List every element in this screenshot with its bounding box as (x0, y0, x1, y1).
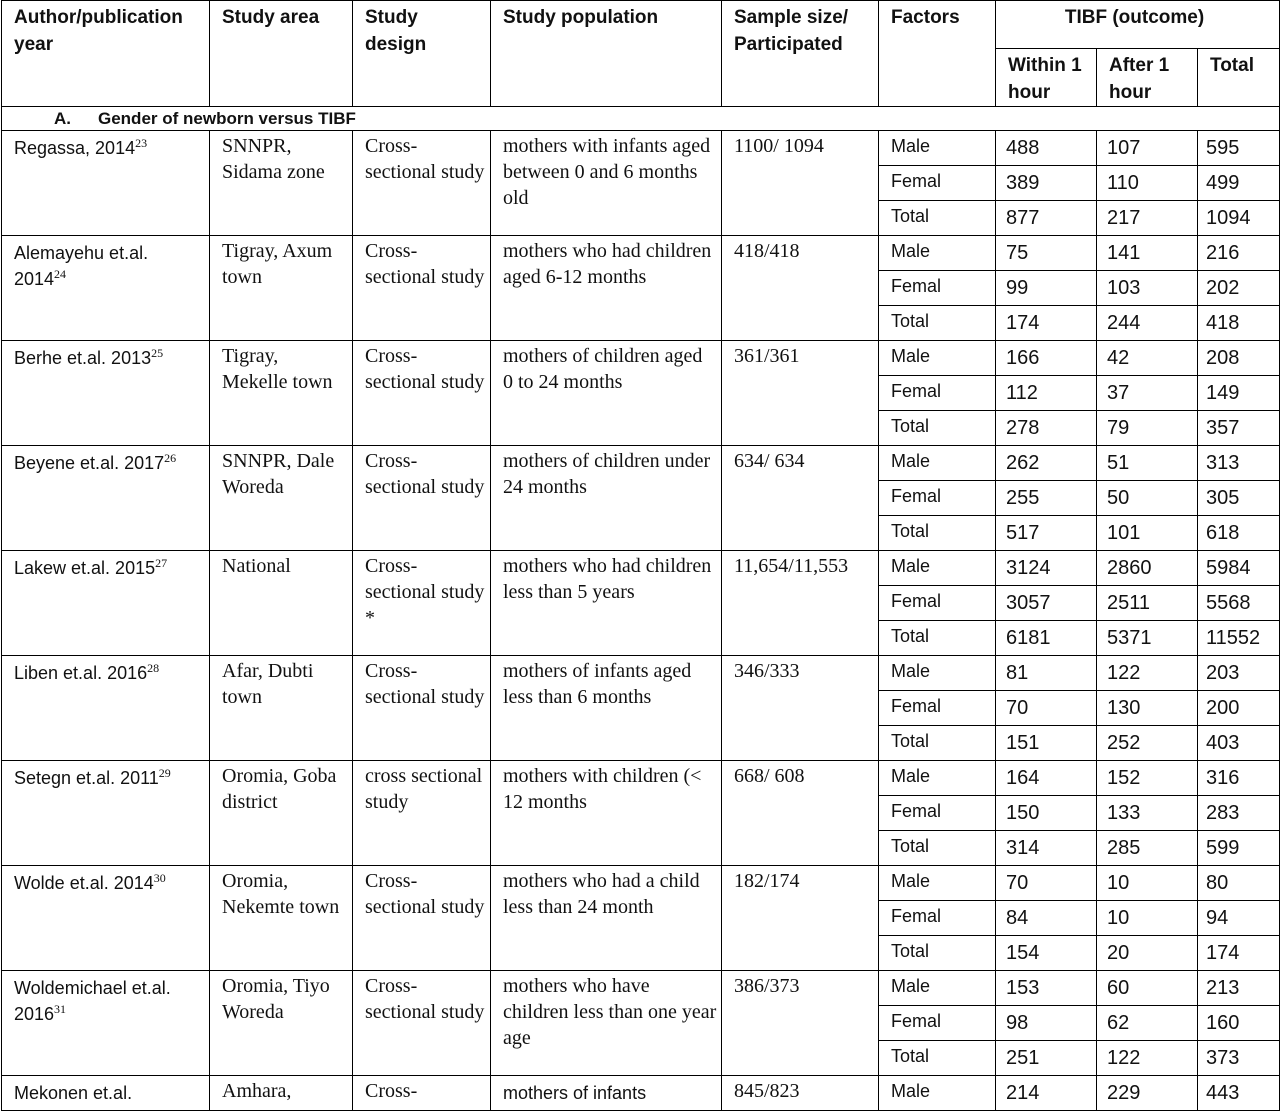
total-cell: 11552 (1198, 621, 1280, 656)
within-1-hour-cell: 112 (996, 376, 1097, 411)
total-cell: 618 (1198, 516, 1280, 551)
after-1-hour-cell: 101 (1097, 516, 1198, 551)
author-cell (2, 446, 210, 551)
total-cell: 599 (1198, 831, 1280, 866)
factor-cell: Total (879, 516, 996, 551)
within-1-hour-cell: 255 (996, 481, 1097, 516)
author-text: Liben et.al. 2016 (14, 663, 148, 683)
study-design-cell: Cross-sectional study (353, 131, 491, 236)
section-text: Gender of newborn versus TIBF (98, 109, 356, 128)
study-area-cell: Amhara, (210, 1076, 353, 1111)
after-1-hour-cell: 110 (1097, 166, 1198, 201)
factor-cell: Total (879, 831, 996, 866)
author-cell (2, 236, 210, 341)
author-text: Berhe et.al. 2013 (14, 348, 152, 368)
author-text: Woldemichael et.al. 2016 (14, 978, 171, 1024)
within-1-hour-cell: 517 (996, 516, 1097, 551)
reference-number: 26 (164, 451, 177, 465)
factor-cell: Femal (879, 586, 996, 621)
study-population-cell: mothers with infants aged between 0 and 6 months old (491, 131, 722, 236)
factor-cell: Total (879, 411, 996, 446)
reference-number: 27 (155, 556, 168, 570)
total-cell: 208 (1198, 341, 1280, 376)
study-area-cell: Tigray, Mekelle town (210, 341, 353, 446)
after-1-hour-cell: 122 (1097, 1041, 1198, 1076)
total-cell: 313 (1198, 446, 1280, 481)
study-design-cell: Cross-sectional study (353, 446, 491, 551)
header-study-population: Study population (491, 1, 722, 107)
after-1-hour-cell: 229 (1097, 1076, 1198, 1111)
total-cell: 149 (1198, 376, 1280, 411)
header-outcome: TIBF (outcome) (996, 1, 1280, 49)
sample-size-cell: 1100/ 1094 (722, 131, 879, 236)
total-cell: 80 (1198, 866, 1280, 901)
study-area-cell: SNNPR, Dale Woreda (210, 446, 353, 551)
total-cell: 1094 (1198, 201, 1280, 236)
factor-cell: Femal (879, 901, 996, 936)
study-population-cell: mothers of children aged 0 to 24 months (491, 341, 722, 446)
total-cell: 403 (1198, 726, 1280, 761)
sample-size-cell: 668/ 608 (722, 761, 879, 866)
factor-cell: Male (879, 131, 996, 166)
table-row (2, 761, 1280, 796)
total-cell: 418 (1198, 306, 1280, 341)
study-area-cell: Oromia, Nekemte town (210, 866, 353, 971)
factor-cell: Total (879, 621, 996, 656)
factor-cell: Total (879, 726, 996, 761)
reference-number: 24 (54, 267, 67, 281)
sample-size-cell: 182/174 (722, 866, 879, 971)
author-cell (2, 551, 210, 656)
after-1-hour-cell: 42 (1097, 341, 1198, 376)
study-design-cell: Cross- (353, 1076, 491, 1111)
sample-size-cell: 418/418 (722, 236, 879, 341)
total-cell: 174 (1198, 936, 1280, 971)
after-1-hour-cell: 51 (1097, 446, 1198, 481)
total-cell: 316 (1198, 761, 1280, 796)
after-1-hour-cell: 103 (1097, 271, 1198, 306)
within-1-hour-cell: 174 (996, 306, 1097, 341)
header-total: Total (1198, 49, 1280, 107)
after-1-hour-cell: 141 (1097, 236, 1198, 271)
study-design-cell: Cross-sectional study (353, 656, 491, 761)
reference-number: 25 (151, 346, 164, 360)
total-cell: 5984 (1198, 551, 1280, 586)
within-1-hour-cell: 84 (996, 901, 1097, 936)
table-row (2, 341, 1280, 376)
total-cell: 283 (1198, 796, 1280, 831)
within-1-hour-cell: 6181 (996, 621, 1097, 656)
table-row (2, 1076, 1280, 1111)
total-cell: 203 (1198, 656, 1280, 691)
after-1-hour-cell: 244 (1097, 306, 1198, 341)
factor-cell: Femal (879, 376, 996, 411)
table-row (2, 971, 1280, 1006)
author-text: Beyene et.al. 2017 (14, 453, 165, 473)
after-1-hour-cell: 133 (1097, 796, 1198, 831)
sample-size-cell: 386/373 (722, 971, 879, 1076)
factor-cell: Femal (879, 166, 996, 201)
within-1-hour-cell: 70 (996, 866, 1097, 901)
study-population-cell: mothers of children under 24 months (491, 446, 722, 551)
header-sample-size: Sample size/ Participated (722, 1, 879, 107)
after-1-hour-cell: 122 (1097, 656, 1198, 691)
total-cell: 216 (1198, 236, 1280, 271)
section-letter: A. (54, 109, 71, 128)
reference-number: 30 (153, 871, 166, 885)
header-after-1-hour: After 1 hour (1097, 49, 1198, 107)
sample-size-cell: 845/823 (722, 1076, 879, 1111)
within-1-hour-cell: 81 (996, 656, 1097, 691)
within-1-hour-cell: 75 (996, 236, 1097, 271)
header-study-area: Study area (210, 1, 353, 107)
factor-cell: Total (879, 1041, 996, 1076)
after-1-hour-cell: 79 (1097, 411, 1198, 446)
factor-cell: Femal (879, 481, 996, 516)
reference-number: 28 (147, 661, 160, 675)
author-text: Setegn et.al. 2011 (14, 768, 159, 788)
after-1-hour-cell: 107 (1097, 131, 1198, 166)
within-1-hour-cell: 151 (996, 726, 1097, 761)
factor-cell: Total (879, 936, 996, 971)
total-cell: 5568 (1198, 586, 1280, 621)
table-row (2, 236, 1280, 271)
total-cell: 443 (1198, 1076, 1280, 1111)
total-cell: 94 (1198, 901, 1280, 936)
study-population-cell: mothers of infants (491, 1076, 722, 1111)
within-1-hour-cell: 314 (996, 831, 1097, 866)
study-population-cell: mothers with children (< 12 months (491, 761, 722, 866)
factor-cell: Femal (879, 1006, 996, 1041)
within-1-hour-cell: 70 (996, 691, 1097, 726)
total-cell: 160 (1198, 1006, 1280, 1041)
study-design-cell: Cross-sectional study (353, 971, 491, 1076)
factor-cell: Total (879, 306, 996, 341)
within-1-hour-cell: 389 (996, 166, 1097, 201)
within-1-hour-cell: 164 (996, 761, 1097, 796)
study-design-cell: Cross-sectional study (353, 866, 491, 971)
header-factors: Factors (879, 1, 996, 107)
study-area-cell: Tigray, Axum town (210, 236, 353, 341)
factor-cell: Femal (879, 691, 996, 726)
after-1-hour-cell: 37 (1097, 376, 1198, 411)
section-row (2, 107, 1280, 131)
factor-cell: Male (879, 551, 996, 586)
total-cell: 595 (1198, 131, 1280, 166)
within-1-hour-cell: 278 (996, 411, 1097, 446)
factor-cell: Male (879, 866, 996, 901)
section-title (2, 107, 1280, 131)
study-population-cell: mothers who had children aged 6-12 months (491, 236, 722, 341)
after-1-hour-cell: 2860 (1097, 551, 1198, 586)
header-within-1-hour: Within 1 hour (996, 49, 1097, 107)
author-cell (2, 656, 210, 761)
within-1-hour-cell: 99 (996, 271, 1097, 306)
factor-cell: Male (879, 446, 996, 481)
reference-number: 31 (54, 1002, 67, 1016)
sample-size-cell: 361/361 (722, 341, 879, 446)
within-1-hour-cell: 166 (996, 341, 1097, 376)
after-1-hour-cell: 2511 (1097, 586, 1198, 621)
after-1-hour-cell: 10 (1097, 866, 1198, 901)
after-1-hour-cell: 62 (1097, 1006, 1198, 1041)
tibf-table (1, 0, 1280, 1111)
study-area-cell: National (210, 551, 353, 656)
sample-size-cell: 346/333 (722, 656, 879, 761)
after-1-hour-cell: 50 (1097, 481, 1198, 516)
factor-cell: Male (879, 656, 996, 691)
after-1-hour-cell: 20 (1097, 936, 1198, 971)
within-1-hour-cell: 3057 (996, 586, 1097, 621)
study-population-cell: mothers who have children less than one year age (491, 971, 722, 1076)
after-1-hour-cell: 285 (1097, 831, 1198, 866)
factor-cell: Male (879, 236, 996, 271)
within-1-hour-cell: 877 (996, 201, 1097, 236)
factor-cell: Total (879, 201, 996, 236)
within-1-hour-cell: 214 (996, 1076, 1097, 1111)
study-area-cell: SNNPR, Sidama zone (210, 131, 353, 236)
study-design-cell: Cross-sectional study (353, 341, 491, 446)
after-1-hour-cell: 217 (1097, 201, 1198, 236)
author-cell (2, 971, 210, 1076)
within-1-hour-cell: 150 (996, 796, 1097, 831)
table-body (2, 1, 1280, 1111)
header-author: Author/publication year (2, 1, 210, 107)
author-cell (2, 131, 210, 236)
after-1-hour-cell: 10 (1097, 901, 1198, 936)
factor-cell: Male (879, 341, 996, 376)
header-study-design: Study design (353, 1, 491, 107)
author-cell: Mekonen et.al. (2, 1076, 210, 1111)
total-cell: 357 (1198, 411, 1280, 446)
factor-cell: Male (879, 761, 996, 796)
table-row (2, 551, 1280, 586)
within-1-hour-cell: 262 (996, 446, 1097, 481)
within-1-hour-cell: 251 (996, 1041, 1097, 1076)
factor-cell: Femal (879, 271, 996, 306)
factor-cell: Femal (879, 796, 996, 831)
study-area-cell: Oromia, Goba district (210, 761, 353, 866)
after-1-hour-cell: 252 (1097, 726, 1198, 761)
table-row (2, 446, 1280, 481)
reference-number: 23 (135, 136, 148, 150)
within-1-hour-cell: 488 (996, 131, 1097, 166)
study-population-cell: mothers who had a child less than 24 month (491, 866, 722, 971)
author-text: Wolde et.al. 2014 (14, 873, 154, 893)
author-text: Regassa, 2014 (14, 138, 136, 158)
author-text: Lakew et.al. 2015 (14, 558, 156, 578)
factor-cell: Male (879, 1076, 996, 1111)
study-design-cell: Cross-sectional study * (353, 551, 491, 656)
within-1-hour-cell: 154 (996, 936, 1097, 971)
author-cell (2, 866, 210, 971)
study-design-cell: cross sectional study (353, 761, 491, 866)
after-1-hour-cell: 130 (1097, 691, 1198, 726)
author-text: Alemayehu et.al. 2014 (14, 243, 149, 289)
study-area-cell: Afar, Dubti town (210, 656, 353, 761)
table-row (2, 866, 1280, 901)
total-cell: 213 (1198, 971, 1280, 1006)
reference-number: 29 (158, 766, 171, 780)
after-1-hour-cell: 5371 (1097, 621, 1198, 656)
after-1-hour-cell: 60 (1097, 971, 1198, 1006)
total-cell: 200 (1198, 691, 1280, 726)
table-row (2, 656, 1280, 691)
within-1-hour-cell: 153 (996, 971, 1097, 1006)
total-cell: 202 (1198, 271, 1280, 306)
author-cell (2, 341, 210, 446)
study-area-cell: Oromia, Tiyo Woreda (210, 971, 353, 1076)
total-cell: 305 (1198, 481, 1280, 516)
after-1-hour-cell: 152 (1097, 761, 1198, 796)
header-row-1 (2, 1, 1280, 49)
sample-size-cell: 11,654/11,553 (722, 551, 879, 656)
study-design-cell: Cross-sectional study (353, 236, 491, 341)
within-1-hour-cell: 98 (996, 1006, 1097, 1041)
author-cell (2, 761, 210, 866)
factor-cell: Male (879, 971, 996, 1006)
study-population-cell: mothers who had children less than 5 years (491, 551, 722, 656)
table-row (2, 131, 1280, 166)
within-1-hour-cell: 3124 (996, 551, 1097, 586)
study-population-cell: mothers of infants aged less than 6 months (491, 656, 722, 761)
sample-size-cell: 634/ 634 (722, 446, 879, 551)
total-cell: 499 (1198, 166, 1280, 201)
total-cell: 373 (1198, 1041, 1280, 1076)
